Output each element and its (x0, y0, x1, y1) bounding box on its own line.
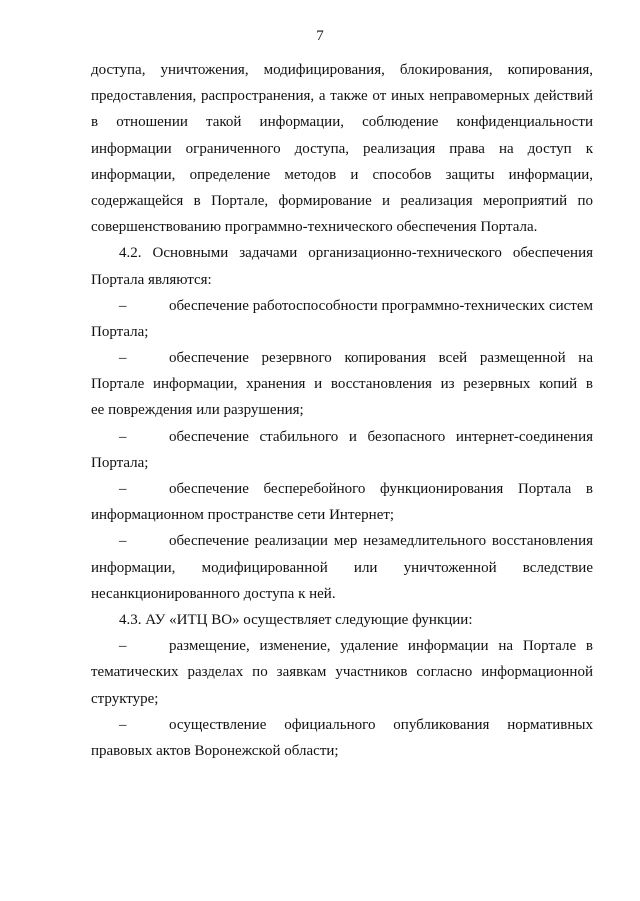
text-line: правовых актов Воронежской области; (91, 742, 339, 759)
list-item-text: обеспечение реализации мер незамедлительного восстановления (169, 533, 593, 550)
list-item (91, 424, 593, 450)
paragraph-4-2: 4.2. Основными задачами организационно-технического обеспечения (119, 245, 593, 262)
page-number: 7 (316, 28, 324, 44)
dash-marker: – (119, 716, 127, 733)
list-item (91, 293, 593, 319)
text-line: информационном пространстве сети Интернет; (91, 507, 395, 524)
text-line: информации, определение методов и способов защиты информации, (91, 166, 593, 183)
text-line: структуре; (91, 690, 159, 707)
dash-marker: – (119, 533, 127, 550)
text-line: предоставления, распространения, а также от иных неправомерных действий (91, 88, 593, 105)
list-item-text: обеспечение резервного копирования всей размещенной на (169, 350, 593, 367)
list-item-text: осуществление официального опубликования нормативных (169, 716, 593, 733)
text-line: совершенствованию программно-технического обеспечения Портала. (91, 219, 538, 236)
text-line: Портале информации, хранения и восстановления из резервных копий в (91, 376, 593, 393)
list-item (91, 633, 593, 659)
paragraph-4-3: 4.3. АУ «ИТЦ ВО» осуществляет следующие функции: (119, 611, 473, 628)
text-line: Портала; (91, 323, 149, 340)
text-line: доступа, уничтожения, модифицирования, блокирования, копирования, (91, 62, 593, 78)
list-item-text: обеспечение работоспособности программно-технических систем (169, 297, 593, 314)
text-line: содержащейся в Портале, формирование и реализация мероприятий по (91, 192, 593, 209)
text-line: Портала; (91, 454, 149, 471)
text-line: информации, модифицированной или уничтоженной вследствие (91, 559, 593, 576)
text-line: тематических разделах по заявкам участников согласно информационной (91, 664, 593, 681)
dash-marker: – (119, 297, 127, 314)
dash-marker: – (119, 350, 127, 367)
list-item-text: размещение, изменение, удаление информации на Портале в (169, 638, 593, 655)
dash-marker: – (119, 638, 127, 655)
list-item-text: обеспечение бесперебойного функционирования Портала в (169, 481, 593, 497)
body-text (91, 57, 593, 764)
dash-marker: – (119, 428, 127, 445)
dash-marker: – (119, 481, 127, 497)
list-item (91, 476, 593, 502)
list-item (91, 712, 593, 738)
text-line: Портала являются: (91, 271, 212, 288)
list-item (91, 528, 593, 554)
list-item (91, 345, 593, 371)
text-line: ее повреждения или разрушения; (91, 402, 304, 419)
text-line: в отношении такой информации, соблюдение конфиденциальности (91, 114, 593, 131)
list-item-text: обеспечение стабильного и безопасного интернет-соединения (169, 428, 593, 445)
text-line: информации ограниченного доступа, реализация права на доступ к (91, 140, 593, 157)
text-line: несанкционированного доступа к ней. (91, 585, 336, 602)
